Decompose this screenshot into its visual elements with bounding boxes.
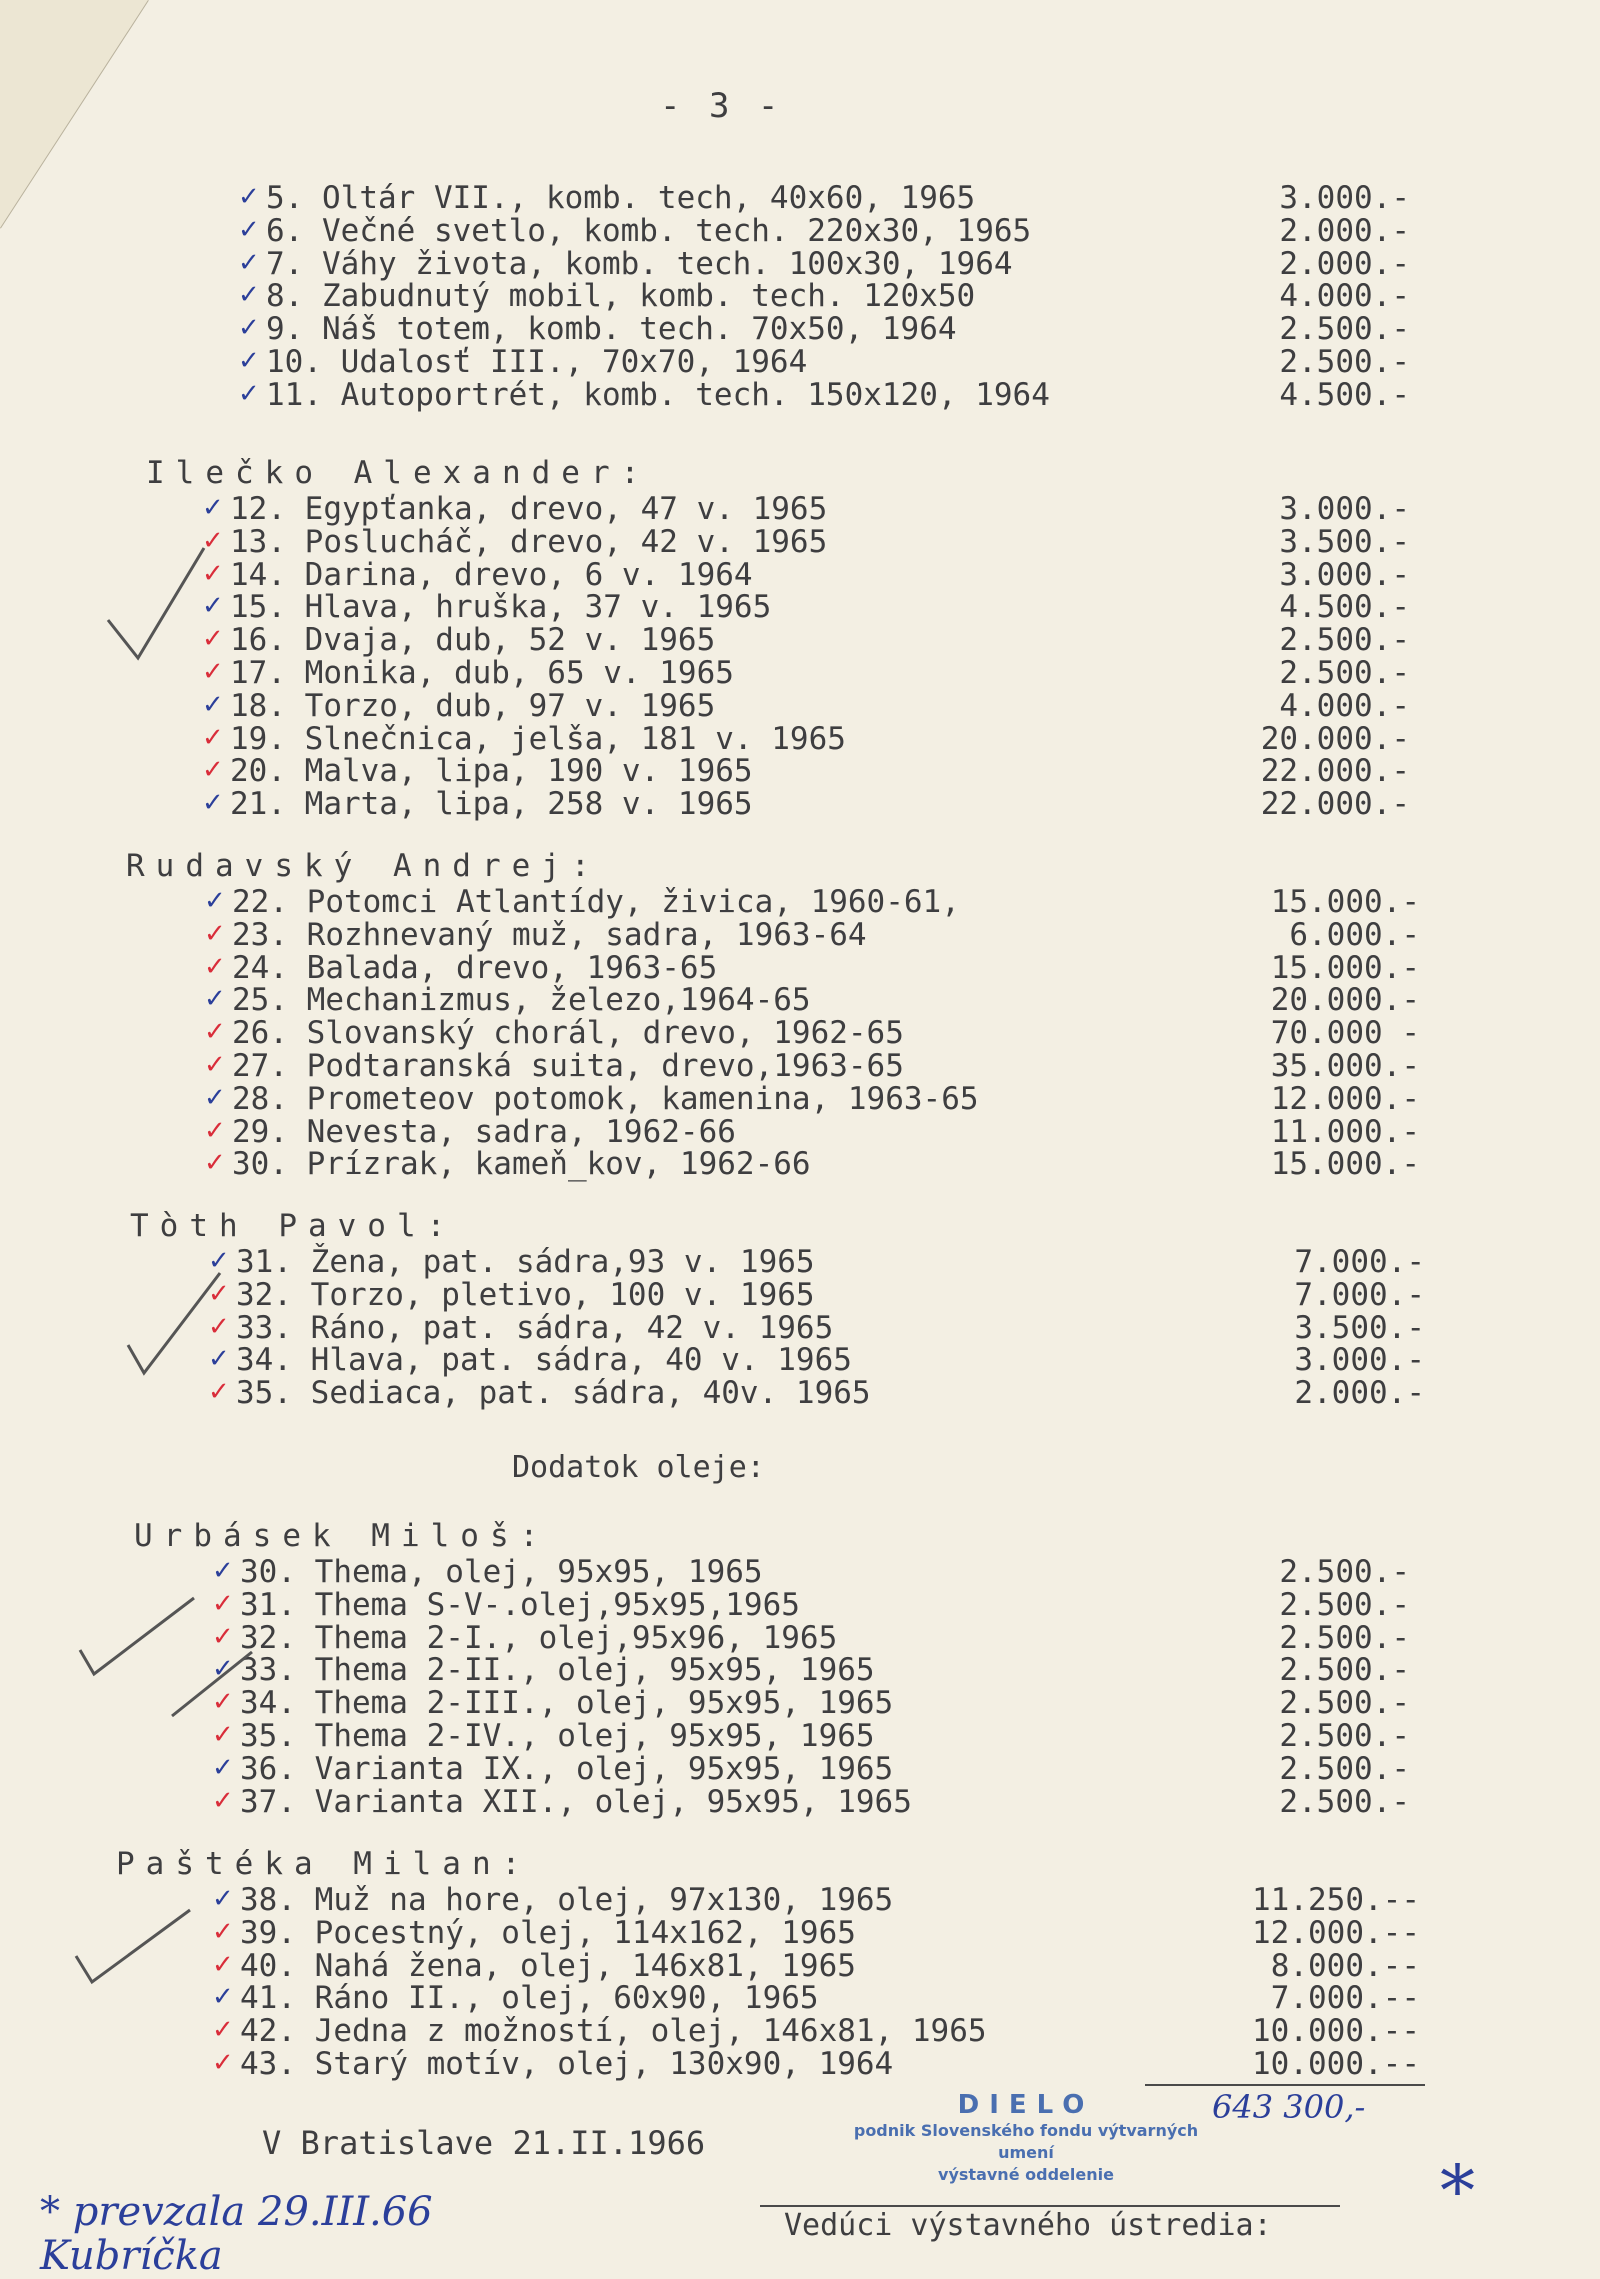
artwork-entry: 12. Egypťanka, drevo, 47 v. 1965 <box>230 491 828 527</box>
check-mark-icon: ✓ <box>204 1082 226 1113</box>
artwork-entry: 30. Prízrak, kameň_kov, 1962-66 <box>232 1146 811 1183</box>
page-number: - 3 - <box>660 86 783 126</box>
artwork-price: 8.000.-- <box>1270 1947 1420 1984</box>
artwork-price: 3.000.- <box>1279 180 1410 216</box>
catalogue-row <box>0 1914 1600 1951</box>
catalogue-row <box>0 491 1600 527</box>
artwork-price: 4.500.- <box>1279 589 1410 626</box>
artwork-entry: 32. Torzo, pletivo, 100 v. 1965 <box>236 1276 815 1313</box>
artwork-entry: 5. Oltár VII., komb. tech, 40x60, 1965 <box>266 180 976 216</box>
artwork-entry: 25. Mechanizmus, železo,1964-65 <box>232 982 811 1019</box>
artwork-entry: 28. Prometeov potomok, kamenina, 1963-65 <box>232 1080 979 1117</box>
catalogue-row <box>0 1554 1600 1590</box>
check-mark-icon: ✓ <box>202 525 224 556</box>
catalogue-row <box>0 1309 1600 1346</box>
artwork-price: 15.000.- <box>1270 1146 1420 1183</box>
check-mark-icon: ✓ <box>202 657 224 687</box>
artwork-price: 2.500.- <box>1279 655 1410 691</box>
artwork-price: 15.000.- <box>1270 949 1420 986</box>
artwork-price: 35.000.- <box>1270 1048 1420 1084</box>
catalogue-row <box>0 1244 1600 1280</box>
check-mark-icon: ✓ <box>238 214 260 245</box>
artwork-entry: 39. Pocestný, olej, 114x162, 1965 <box>240 1914 856 1951</box>
catalogue-row <box>0 720 1600 757</box>
artist-heading: Paštéka Milan: <box>116 1846 532 1882</box>
handwritten-receipt-note: * prevzala 29.III.66 Kubríčka <box>40 2189 433 2279</box>
catalogue-row <box>0 1048 1600 1084</box>
artwork-price: 2.500.- <box>1279 1783 1410 1820</box>
check-mark-icon: ✓ <box>212 1621 234 1652</box>
catalogue-row <box>0 687 1600 724</box>
catalogue-row <box>0 1342 1600 1379</box>
artwork-price: 6.000.- <box>1289 916 1420 953</box>
artwork-entry: 24. Balada, drevo, 1963-65 <box>232 949 718 986</box>
catalogue-row <box>0 1783 1600 1820</box>
catalogue-row <box>0 376 1600 413</box>
check-mark-icon: ✓ <box>212 1654 234 1685</box>
artwork-price: 20.000.- <box>1260 720 1410 757</box>
artwork-entry: 29. Nevesta, sadra, 1962-66 <box>232 1113 736 1150</box>
artwork-entry: 13. Poslucháč, drevo, 42 v. 1965 <box>230 523 828 560</box>
artwork-entry: 42. Jedna z možností, olej, 146x81, 1965 <box>240 2013 987 2050</box>
dielo-stamp <box>806 2090 1246 2186</box>
check-mark-icon: ✓ <box>204 1115 226 1146</box>
check-mark-icon: ✓ <box>202 558 224 589</box>
artist-heading: Rudavský Andrej: <box>126 848 601 884</box>
artwork-price: 7.000.- <box>1294 1276 1425 1313</box>
artwork-price: 2.500.- <box>1279 1586 1410 1623</box>
check-mark-icon: ✓ <box>238 378 260 409</box>
catalogue-row <box>0 245 1600 282</box>
artwork-price: 7.000.-- <box>1270 1980 1420 2017</box>
check-mark-icon: ✓ <box>204 951 226 982</box>
artwork-entry: 35. Thema 2-IV., olej, 95x95, 1965 <box>240 1718 875 1754</box>
artwork-price: 3.000.- <box>1294 1342 1425 1379</box>
catalogue-row <box>0 884 1600 920</box>
check-mark-icon: ✓ <box>238 280 260 311</box>
total-underline <box>1145 2084 1425 2086</box>
check-mark-icon: ✓ <box>204 1017 226 1048</box>
stamp-line-1: podnik Slovenského fondu výtvarných <box>853 2121 1199 2140</box>
check-mark-icon: ✓ <box>212 1916 234 1947</box>
check-mark-icon: ✓ <box>212 2048 234 2078</box>
check-mark-icon: ✓ <box>212 1556 234 1586</box>
catalogue-row <box>0 589 1600 626</box>
artwork-entry: 41. Ráno II., olej, 60x90, 1965 <box>240 1980 819 2017</box>
catalogue-row <box>0 278 1600 315</box>
catalogue-row <box>0 1947 1600 1984</box>
artwork-entry: 33. Ráno, pat. sádra, 42 v. 1965 <box>236 1309 834 1346</box>
catalogue-row <box>0 916 1600 953</box>
artwork-entry: 32. Thema 2-I., olej,95x96, 1965 <box>240 1619 838 1656</box>
artwork-price: 3.000.- <box>1279 556 1410 593</box>
artwork-entry: 14. Darina, drevo, 6 v. 1964 <box>230 556 753 593</box>
artwork-price: 3.500.- <box>1279 523 1410 560</box>
artwork-price: 2.500.- <box>1279 1685 1410 1722</box>
artwork-price: 12.000.- <box>1270 1080 1420 1117</box>
check-mark-icon: ✓ <box>212 1949 234 1980</box>
artwork-price: 2.500.- <box>1279 622 1410 659</box>
artwork-price: 2.500.- <box>1279 1750 1410 1787</box>
catalogue-row <box>0 1882 1600 1918</box>
check-mark-icon: ✓ <box>202 722 224 753</box>
large-check-mark-2 <box>120 1265 230 1380</box>
artwork-entry: 31. Žena, pat. sádra,93 v. 1965 <box>236 1244 815 1280</box>
catalogue-row <box>0 180 1600 216</box>
catalogue-row <box>0 344 1600 380</box>
artwork-entry: 37. Varianta XII., olej, 95x95, 1965 <box>240 1783 912 1820</box>
artwork-entry: 8. Zabudnutý mobil, komb. tech. 120x50 <box>266 278 976 315</box>
artwork-entry: 43. Starý motív, olej, 130x90, 1964 <box>240 2046 894 2082</box>
check-mark-icon: ✓ <box>212 1687 234 1718</box>
check-mark-icon: ✓ <box>212 1884 234 1914</box>
artwork-entry: 30. Thema, olej, 95x95, 1965 <box>240 1554 763 1590</box>
stamp-name: DIELO <box>957 2090 1095 2120</box>
catalogue-row <box>0 523 1600 560</box>
artist-heading: Ilečko Alexander: <box>146 455 651 491</box>
artwork-entry: 10. Udalosť III., 70x70, 1964 <box>266 344 808 380</box>
artwork-price: 70.000 - <box>1270 1015 1420 1052</box>
catalogue-row <box>0 1080 1600 1117</box>
large-check-mark-1 <box>100 540 210 670</box>
check-mark-icon: ✓ <box>202 755 224 786</box>
catalogue-row <box>0 2046 1600 2082</box>
artwork-entry: 34. Thema 2-III., olej, 95x95, 1965 <box>240 1685 894 1722</box>
catalogue-row <box>0 655 1600 691</box>
artwork-entry: 19. Slnečnica, jelša, 181 v. 1965 <box>230 720 846 757</box>
stamp-line-2: umení <box>998 2143 1054 2162</box>
artwork-entry: 23. Rozhnevaný muž, sadra, 1963-64 <box>232 916 867 953</box>
artwork-price: 2.500.- <box>1279 1619 1410 1656</box>
artwork-price: 3.500.- <box>1294 1309 1425 1346</box>
artwork-entry: 31. Thema S-V-.olej,95x95,1965 <box>240 1586 800 1623</box>
catalogue-row <box>0 556 1600 593</box>
catalogue-row <box>0 311 1600 348</box>
handwritten-total: 643 300,- <box>1212 2088 1366 2126</box>
large-check-mark-5 <box>70 1900 200 1990</box>
check-mark-icon: ✓ <box>204 1148 226 1179</box>
check-mark-icon: ✓ <box>202 493 224 523</box>
artwork-entry: 15. Hlava, hruška, 37 v. 1965 <box>230 589 772 626</box>
artwork-price: 22.000.- <box>1260 786 1410 823</box>
large-check-mark-4 <box>168 1646 258 1726</box>
signature-line <box>760 2205 1340 2207</box>
artwork-price: 2.000.- <box>1279 245 1410 282</box>
check-mark-icon: ✓ <box>208 1246 230 1276</box>
catalogue-row <box>0 949 1600 986</box>
check-mark-icon: ✓ <box>212 2015 234 2046</box>
catalogue-row <box>0 2013 1600 2050</box>
catalogue-row <box>0 786 1600 823</box>
catalogue-row <box>0 1375 1600 1412</box>
artwork-entry: 36. Varianta IX., olej, 95x95, 1965 <box>240 1750 894 1787</box>
artwork-entry: 18. Torzo, dub, 97 v. 1965 <box>230 687 716 724</box>
catalogue-row <box>0 1980 1600 2017</box>
supplement-heading: Dodatok oleje: <box>512 1450 765 1485</box>
check-mark-icon: ✓ <box>238 346 260 376</box>
check-mark-icon: ✓ <box>238 313 260 344</box>
catalogue-row <box>0 1015 1600 1052</box>
artwork-price: 12.000.-- <box>1252 1914 1420 1951</box>
artwork-price: 2.500.- <box>1279 1652 1410 1689</box>
artwork-entry: 35. Sediaca, pat. sádra, 40v. 1965 <box>236 1375 871 1412</box>
artwork-entry: 21. Marta, lipa, 258 v. 1965 <box>230 786 753 823</box>
artwork-price: 7.000.- <box>1294 1244 1425 1280</box>
check-mark-icon: ✓ <box>204 984 226 1015</box>
artwork-price: 2.500.- <box>1279 1718 1410 1754</box>
artwork-entry: 9. Náš totem, komb. tech. 70x50, 1964 <box>266 311 957 348</box>
check-mark-icon: ✓ <box>208 1278 230 1309</box>
check-mark-icon: ✓ <box>202 591 224 622</box>
check-mark-icon: ✓ <box>238 247 260 278</box>
catalogue-row <box>0 212 1600 249</box>
check-mark-icon: ✓ <box>204 886 226 916</box>
artwork-price: 11.250.-- <box>1252 1882 1420 1918</box>
artwork-price: 3.000.- <box>1279 491 1410 527</box>
handwritten-star: * <box>1440 2150 1475 2232</box>
check-mark-icon: ✓ <box>208 1311 230 1342</box>
artwork-price: 10.000.-- <box>1252 2013 1420 2050</box>
catalogue-row <box>0 753 1600 790</box>
artwork-price: 20.000.- <box>1270 982 1420 1019</box>
artwork-entry: 22. Potomci Atlantídy, živica, 1960-61, <box>232 884 960 920</box>
artwork-price: 2.500.- <box>1279 311 1410 348</box>
artwork-price: 4.000.- <box>1279 278 1410 315</box>
catalogue-row <box>0 1586 1600 1623</box>
check-mark-icon: ✓ <box>208 1377 230 1408</box>
check-mark-icon: ✓ <box>212 1588 234 1619</box>
check-mark-icon: ✓ <box>202 689 224 720</box>
artwork-price: 22.000.- <box>1260 753 1410 790</box>
artwork-price: 15.000.- <box>1270 884 1420 920</box>
check-mark-icon: ✓ <box>212 1982 234 2013</box>
check-mark-icon: ✓ <box>202 624 224 655</box>
artist-heading: Urbásek Miloš: <box>134 1518 550 1554</box>
check-mark-icon: ✓ <box>204 1050 226 1080</box>
artwork-price: 2.000.- <box>1294 1375 1425 1412</box>
artwork-price: 10.000.-- <box>1252 2046 1420 2082</box>
artwork-entry: 20. Malva, lipa, 190 v. 1965 <box>230 753 753 790</box>
catalogue-row <box>0 1113 1600 1150</box>
catalogue-row <box>0 982 1600 1019</box>
check-mark-icon: ✓ <box>212 1752 234 1783</box>
artwork-price: 11.000.- <box>1270 1113 1420 1150</box>
artwork-price: 4.500.- <box>1279 376 1410 413</box>
check-mark-icon: ✓ <box>202 788 224 819</box>
place-and-date: V Bratislave 21.II.1966 <box>262 2124 706 2162</box>
catalogue-row <box>0 1146 1600 1183</box>
artwork-entry: 17. Monika, dub, 65 v. 1965 <box>230 655 734 691</box>
artwork-entry: 11. Autoportrét, komb. tech. 150x120, 1964 <box>266 376 1050 413</box>
artwork-entry: 38. Muž na hore, olej, 97x130, 1965 <box>240 1882 894 1918</box>
artwork-entry: 16. Dvaja, dub, 52 v. 1965 <box>230 622 716 659</box>
artwork-entry: 33. Thema 2-II., olej, 95x95, 1965 <box>240 1652 875 1689</box>
artwork-entry: 34. Hlava, pat. sádra, 40 v. 1965 <box>236 1342 852 1379</box>
check-mark-icon: ✓ <box>212 1785 234 1816</box>
check-mark-icon: ✓ <box>208 1344 230 1375</box>
stamp-line-3: výstavné oddelenie <box>938 2165 1114 2184</box>
artwork-entry: 40. Nahá žena, olej, 146x81, 1965 <box>240 1947 856 1984</box>
artwork-price: 4.000.- <box>1279 687 1410 724</box>
artwork-price: 2.500.- <box>1279 344 1410 380</box>
artist-heading: Tòth Pavol: <box>130 1208 457 1244</box>
artwork-entry: 6. Večné svetlo, komb. tech. 220x30, 1965 <box>266 212 1032 249</box>
artwork-entry: 27. Podtaranská suita, drevo,1963-65 <box>232 1048 904 1084</box>
check-mark-icon: ✓ <box>238 182 260 212</box>
signature-caption: Vedúci výstavného ústredia: <box>784 2208 1272 2243</box>
catalogue-row <box>0 1750 1600 1787</box>
artwork-price: 2.500.- <box>1279 1554 1410 1590</box>
catalogue-row <box>0 622 1600 659</box>
artwork-entry: 7. Váhy života, komb. tech. 100x30, 1964 <box>266 245 1013 282</box>
artwork-price: 2.000.- <box>1279 212 1410 249</box>
artwork-entry: 26. Slovanský chorál, drevo, 1962-65 <box>232 1015 904 1052</box>
check-mark-icon: ✓ <box>212 1720 234 1750</box>
catalogue-row <box>0 1276 1600 1313</box>
check-mark-icon: ✓ <box>204 918 226 949</box>
